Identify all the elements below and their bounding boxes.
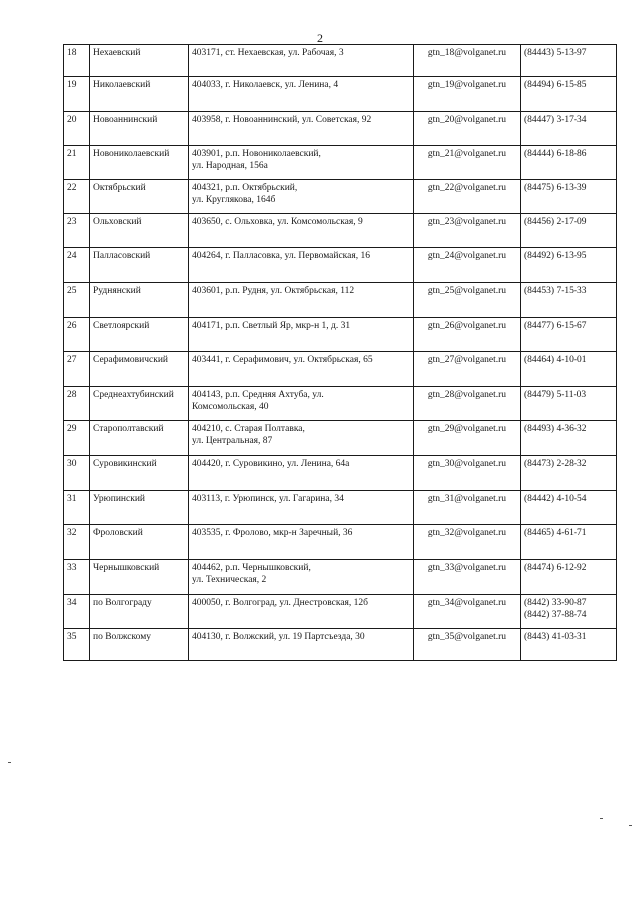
district-name: Среднеахтубинский [93,390,174,400]
row-number-cell [64,283,90,318]
phone-cell [521,595,617,629]
row-number-cell [64,421,90,456]
address-line: 404210, с. Старая Полтавка, [192,424,305,434]
district-name: Фроловский [93,528,143,538]
row-number: 18 [67,48,77,58]
email-cell [414,491,521,525]
table-row [64,352,617,387]
district-cell [90,180,189,214]
email-address: gtn_26@volganet.ru [427,321,507,331]
table-row [64,595,617,629]
address-cell [189,77,414,112]
address-cell [189,112,414,146]
address-line: 404321, р.п. Октябрьский, [192,183,298,193]
row-number: 20 [67,115,77,125]
email-address: gtn_23@volganet.ru [427,217,507,227]
row-number-cell [64,112,90,146]
address-line: 404462, р.п. Чернышковский, [192,563,311,573]
email-address: gtn_31@volganet.ru [427,494,507,504]
phone-number: (84447) 3-17-34 [524,115,587,125]
district-cell [90,146,189,180]
email-address: gtn_32@volganet.ru [427,528,507,538]
email-cell [414,421,521,456]
phone-number: (8442) 37-88-74 [524,610,587,620]
email-cell [414,214,521,248]
district-name: Чернышковский [93,563,160,573]
page-number: 2 [317,31,323,45]
phone-cell [521,352,617,387]
table-row [64,180,617,214]
table-body [64,45,617,661]
row-number-cell [64,45,90,77]
district-name: Суровикинский [93,459,157,469]
row-number-cell [64,629,90,661]
phone-cell [521,248,617,283]
phone-cell [521,560,617,595]
email-address: gtn_25@volganet.ru [427,286,507,296]
phone-number: (84474) 6-12-92 [524,563,587,573]
address-cell [189,146,414,180]
row-number-cell [64,525,90,560]
address-line: 404171, р.п. Светлый Яр, мкр-н 1, д. 31 [192,321,351,331]
district-cell [90,629,189,661]
table-row [64,491,617,525]
district-cell [90,112,189,146]
address-line: 403601, р.п. Рудня, ул. Октябрьская, 112 [192,286,355,296]
phone-number: (84494) 6-15-85 [524,80,587,90]
district-cell [90,595,189,629]
address-line: 404033, г. Николаевск, ул. Ленина, 4 [192,80,339,90]
email-address: gtn_34@volganet.ru [427,598,507,608]
row-number-cell [64,77,90,112]
phone-number: (84479) 5-11-03 [524,390,587,400]
row-number-cell [64,560,90,595]
table-row [64,248,617,283]
table-row [64,45,617,77]
address-line: 404264, г. Палласовка, ул. Первомайская, 16 [192,251,370,261]
email-cell [414,77,521,112]
address-cell [189,283,414,318]
phone-number: (84443) 5-13-97 [524,48,587,58]
phone-number: (84492) 6-13-95 [524,251,587,261]
address-cell [189,318,414,352]
table-row [64,421,617,456]
address-cell [189,560,414,595]
address-cell [189,491,414,525]
district-cell [90,560,189,595]
email-address: gtn_29@volganet.ru [427,424,507,434]
row-number-cell [64,214,90,248]
row-number: 25 [67,286,77,296]
district-name: по Волгограду [93,598,152,608]
district-cell [90,491,189,525]
table-row [64,77,617,112]
phone-cell [521,45,617,77]
scan-speck [8,762,11,763]
email-cell [414,318,521,352]
address-line: ул. Центральная, 87 [192,436,273,446]
district-name: Палласовский [93,251,151,261]
address-line: 403650, с. Ольховка, ул. Комсомольская, 9 [192,217,363,227]
address-line: ул. Народная, 156а [192,161,268,171]
phone-cell [521,77,617,112]
address-line: ул. Техническая, 2 [192,575,267,585]
email-cell [414,248,521,283]
email-address: gtn_19@volganet.ru [427,80,507,90]
scan-speck [629,825,632,826]
district-name: Светлоярский [93,321,150,331]
row-number-cell [64,491,90,525]
email-cell [414,629,521,661]
phone-cell [521,146,617,180]
row-number-cell [64,180,90,214]
district-cell [90,421,189,456]
row-number: 19 [67,80,77,90]
phone-number: (84442) 4-10-54 [524,494,587,504]
address-line: Комсомольская, 40 [192,402,269,412]
row-number: 26 [67,321,77,331]
row-number: 27 [67,355,77,365]
phone-number: (8443) 41-03-31 [524,632,587,642]
table-row [64,560,617,595]
table-row [64,629,617,661]
email-address: gtn_27@volganet.ru [427,355,507,365]
district-cell [90,45,189,77]
phone-number: (84465) 4-61-71 [524,528,587,538]
table-row [64,525,617,560]
email-cell [414,525,521,560]
table-row [64,283,617,318]
address-cell [189,248,414,283]
row-number: 29 [67,424,77,434]
district-cell [90,387,189,421]
email-address: gtn_18@volganet.ru [427,48,507,58]
table-row [64,214,617,248]
district-cell [90,456,189,491]
district-cell [90,248,189,283]
row-number-cell [64,387,90,421]
phone-number: (84473) 2-28-32 [524,459,587,469]
phone-number: (84453) 7-15-33 [524,286,587,296]
district-name: Руднянский [93,286,141,296]
address-line: 400050, г. Волгоград, ул. Днестровская, 12б [192,598,368,608]
email-cell [414,560,521,595]
row-number: 33 [67,563,77,573]
email-cell [414,180,521,214]
district-name: Старополтавский [93,424,164,434]
table-row [64,318,617,352]
address-line: 403171, ст. Нехаевская, ул. Рабочая, 3 [192,48,344,58]
address-line: 404420, г. Суровикино, ул. Ленина, 64а [192,459,350,469]
phone-cell [521,214,617,248]
row-number: 24 [67,251,77,261]
email-cell [414,146,521,180]
phone-number: (84464) 4-10-01 [524,355,587,365]
district-name: Нехаевский [93,48,141,58]
district-cell [90,352,189,387]
email-cell [414,595,521,629]
district-cell [90,214,189,248]
email-cell [414,283,521,318]
district-cell [90,77,189,112]
email-address: gtn_35@volganet.ru [427,632,507,642]
email-cell [414,112,521,146]
email-address: gtn_20@volganet.ru [427,115,507,125]
row-number: 31 [67,494,77,504]
address-line: 403958, г. Новоаннинский, ул. Советская, 92 [192,115,372,125]
address-line: 403441, г. Серафимович, ул. Октябрьская, 65 [192,355,373,365]
address-line: 403113, г. Урюпинск, ул. Гагарина, 34 [192,494,344,504]
row-number-cell [64,146,90,180]
row-number-cell [64,318,90,352]
address-cell [189,387,414,421]
row-number-cell [64,352,90,387]
email-address: gtn_21@volganet.ru [427,149,507,159]
email-address: gtn_24@volganet.ru [427,251,507,261]
phone-number: (8442) 33-90-87 [524,598,587,608]
district-name: Октябрьский [93,183,146,193]
row-number: 32 [67,528,77,538]
email-address: gtn_30@volganet.ru [427,459,507,469]
email-cell [414,352,521,387]
address-cell [189,45,414,77]
phone-cell [521,387,617,421]
row-number-cell [64,595,90,629]
email-cell [414,45,521,77]
phone-number: (84456) 2-17-09 [524,217,587,227]
district-cell [90,318,189,352]
row-number: 23 [67,217,77,227]
phone-cell [521,629,617,661]
phone-number: (84493) 4-36-32 [524,424,587,434]
district-name: Урюпинский [93,494,145,504]
district-cell [90,283,189,318]
address-cell [189,525,414,560]
district-name: Новоаннинский [93,115,158,125]
phone-cell [521,180,617,214]
address-cell [189,456,414,491]
address-line: 403901, р.п. Новониколаевский, [192,149,321,159]
district-name: Ольховский [93,217,142,227]
row-number: 21 [67,149,77,159]
phone-cell [521,283,617,318]
phone-number: (84475) 6-13-39 [524,183,587,193]
row-number: 28 [67,390,77,400]
table-row [64,146,617,180]
district-name: по Волжскому [93,632,151,642]
row-number: 35 [67,632,77,642]
table-row [64,112,617,146]
row-number-cell [64,248,90,283]
phone-cell [521,318,617,352]
scan-speck [600,818,603,819]
district-name: Новониколаевский [93,149,170,159]
district-cell [90,525,189,560]
phone-cell [521,112,617,146]
contacts-table [63,44,617,661]
email-address: gtn_28@volganet.ru [427,390,507,400]
address-cell [189,629,414,661]
district-name: Серафимовичский [93,355,168,365]
address-cell [189,595,414,629]
phone-number: (84477) 6-15-67 [524,321,587,331]
address-cell [189,180,414,214]
email-cell [414,387,521,421]
phone-cell [521,421,617,456]
address-cell [189,421,414,456]
district-name: Николаевский [93,80,151,90]
email-address: gtn_22@volganet.ru [427,183,507,193]
email-address: gtn_33@volganet.ru [427,563,507,573]
address-line: ул. Круглякова, 164б [192,195,276,205]
phone-cell [521,525,617,560]
row-number-cell [64,456,90,491]
address-line: 403535, г. Фролово, мкр-н Заречный, 36 [192,528,353,538]
row-number: 22 [67,183,77,193]
table-row [64,456,617,491]
address-cell [189,214,414,248]
phone-cell [521,491,617,525]
email-cell [414,456,521,491]
phone-number: (84444) 6-18-86 [524,149,587,159]
address-line: 404130, г. Волжский, ул. 19 Партсъезда, 30 [192,632,365,642]
row-number: 30 [67,459,77,469]
row-number: 34 [67,598,77,608]
address-cell [189,352,414,387]
address-line: 404143, р.п. Средняя Ахтуба, ул. [192,390,324,400]
phone-cell [521,456,617,491]
table-row [64,387,617,421]
